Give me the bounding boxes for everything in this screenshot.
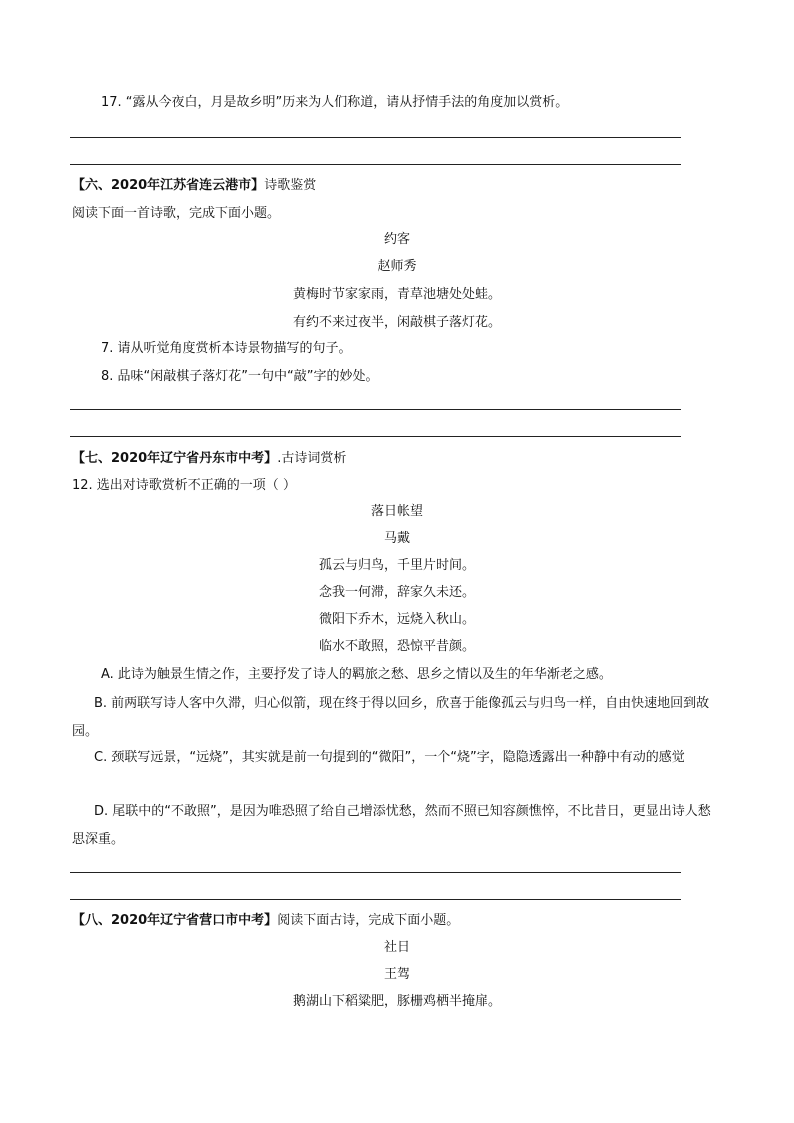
poem-line: 孤云与归鸟，千里片时间。	[318, 558, 475, 573]
section-7-type: .古诗词赏析	[277, 451, 347, 466]
section-6-type: 诗歌鉴赏	[264, 178, 317, 193]
section-6-source: 【六、2020年江苏省连云港市】	[72, 178, 265, 193]
section-6-heading	[72, 177, 316, 195]
poem-title: 社日	[383, 940, 410, 955]
question-7: 7. 请从听觉角度赏析本诗景物描写的句子。	[101, 341, 352, 356]
poem-title: 约客	[383, 232, 410, 247]
option-c: C. 颈联写远景，“远烧”，其实就是前一句提到的“微阳”，一个“烧”字，隐隐透露出一种静中有动的感觉	[94, 750, 685, 765]
answer-line	[70, 409, 681, 410]
poem-author: 赵师秀	[377, 259, 417, 274]
answer-line	[70, 899, 681, 900]
question-17: 17. “露从今夜白，月是故乡明”历来为人们称道，请从抒情手法的角度加以赏析。	[101, 95, 569, 110]
poem-line: 微阳下乔木，远烧入秋山。	[318, 612, 475, 627]
section-8-source: 【八、2020年辽宁省营口市中考】	[72, 913, 278, 928]
poem-line: 有约不来过夜半，闲敲棋子落灯花。	[292, 315, 501, 330]
section-7-heading	[72, 450, 346, 468]
section-6-instruction: 阅读下面一首诗歌，完成下面小题。	[72, 206, 281, 221]
question-12: 12. 选出对诗歌赏析不正确的一项（ ）	[72, 478, 296, 493]
section-8-heading	[72, 912, 459, 930]
poem-title: 落日帐望	[370, 504, 423, 519]
poem-author: 王驾	[383, 967, 410, 982]
answer-line	[70, 436, 681, 437]
option-a: A. 此诗为触景生情之作，主要抒发了诗人的羁旅之愁、思乡之情以及生的年华渐老之感。	[101, 667, 612, 682]
poem-line: 鹅湖山下稻粱肥，豚栅鸡栖半掩扉。	[292, 994, 501, 1009]
poem-line: 黄梅时节家家雨，青草池塘处处蛙。	[292, 287, 501, 302]
answer-line	[70, 137, 681, 138]
poem-line: 念我一何滞，辞家久未还。	[318, 585, 475, 600]
section-8-instruction: 阅读下面古诗，完成下面小题。	[277, 913, 460, 928]
poem-line: 临水不敢照，恐惊平昔颜。	[318, 639, 475, 654]
answer-line	[70, 164, 681, 165]
answer-line	[70, 872, 681, 873]
poem-author: 马戴	[383, 531, 410, 546]
option-d: D. 尾联中的“不敢照”，是因为唯恐照了给自己增添忧愁，然而不照已知容颜憔悴，不比昔日，更显出诗人愁思深重。	[72, 804, 711, 847]
option-b: B. 前两联写诗人客中久滞，归心似箭，现在终于得以回乡，欣喜于能像孤云与归鸟一样，自由快速地回到故园。	[72, 696, 710, 739]
question-8: 8. 品味“闲敲棋子落灯花”一句中“敲”字的妙处。	[101, 369, 379, 384]
section-7-source: 【七、2020年辽宁省丹东市中考】	[72, 451, 278, 466]
